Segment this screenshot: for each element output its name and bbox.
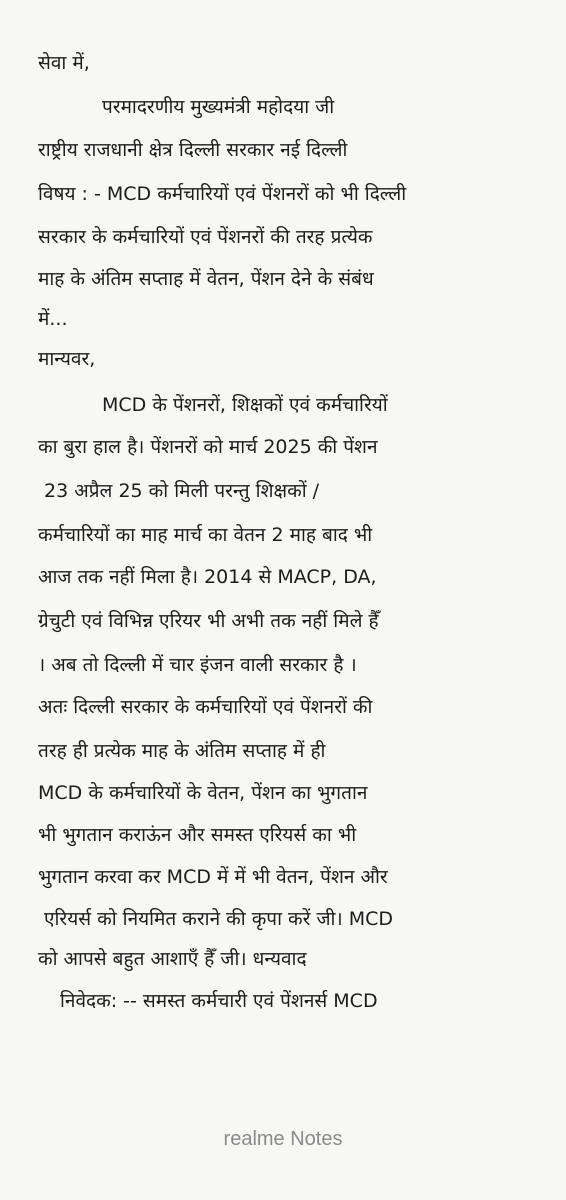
- subject-line-3: माह के अंतिम सप्ताह में वेतन, पेंशन देने के संबंध: [38, 268, 374, 290]
- addressee-line: परमादरणीय मुख्यमंत्री महोदया जी: [102, 96, 335, 118]
- body-line-9: तरह ही प्रत्येक माह के अंतिम सप्ताह में ही: [38, 740, 326, 762]
- salutation-line: सेवा में,: [38, 52, 90, 74]
- body-line-2: का बुरा हाल है। पेंशनरों को मार्च 2025 की पेंशन: [38, 436, 378, 458]
- app-watermark: realme Notes: [223, 1128, 343, 1150]
- subject-line-2: सरकार के कर्मचारियों एवं पेंशनरों की तरह प्रत्येक: [38, 226, 373, 248]
- signature-line: निवेदक: -- समस्त कर्मचारी एवं पेंशनर्स MCD: [60, 990, 378, 1012]
- body-line-4: कर्मचारियों का माह मार्च का वेतन 2 माह बाद भी: [38, 524, 373, 546]
- address-line: राष्ट्रीय राजधानी क्षेत्र दिल्ली सरकार नई दिल्ली: [38, 139, 348, 161]
- body-line-12: भुगतान करवा कर MCD में में भी वेतन, पेंशन और: [38, 866, 388, 888]
- greeting-line: मान्यवर,: [38, 348, 96, 370]
- body-line-13: एरियर्स को नियमित कराने की कृपा करें जी। MCD: [44, 908, 394, 930]
- body-line-10: MCD के कर्मचारियों के वेतन, पेंशन का भुगतान: [38, 782, 368, 804]
- body-line-8: अतः दिल्ली सरकार के कर्मचारियों एवं पेंशनरों की: [38, 696, 373, 718]
- body-line-11: भी भुगतान कराऊंन और समस्त एरियर्स का भी: [38, 824, 357, 846]
- subject-line-4: में...: [38, 308, 68, 330]
- body-line-14: को आपसे बहुत आशाएँ हैँ जी। धन्यवाद: [38, 948, 307, 970]
- body-line-1: MCD के पेंशनरों, शिक्षकों एवं कर्मचारियों: [102, 394, 388, 416]
- body-line-6: ग्रेचुटी एवं विभिन्न एरियर भी अभी तक नहीं मिले हैँ: [38, 610, 379, 632]
- body-line-3: 23 अप्रैल 25 को मिली परन्तु शिक्षकों /: [44, 480, 320, 502]
- subject-line-1: विषय : - MCD कर्मचारियों एवं पेंशनरों को भी दिल्ली: [38, 183, 407, 205]
- body-line-7: । अब तो दिल्ली में चार इंजन वाली सरकार है ।: [38, 654, 357, 676]
- body-line-5: आज तक नहीं मिला है। 2014 से MACP, DA,: [38, 566, 377, 588]
